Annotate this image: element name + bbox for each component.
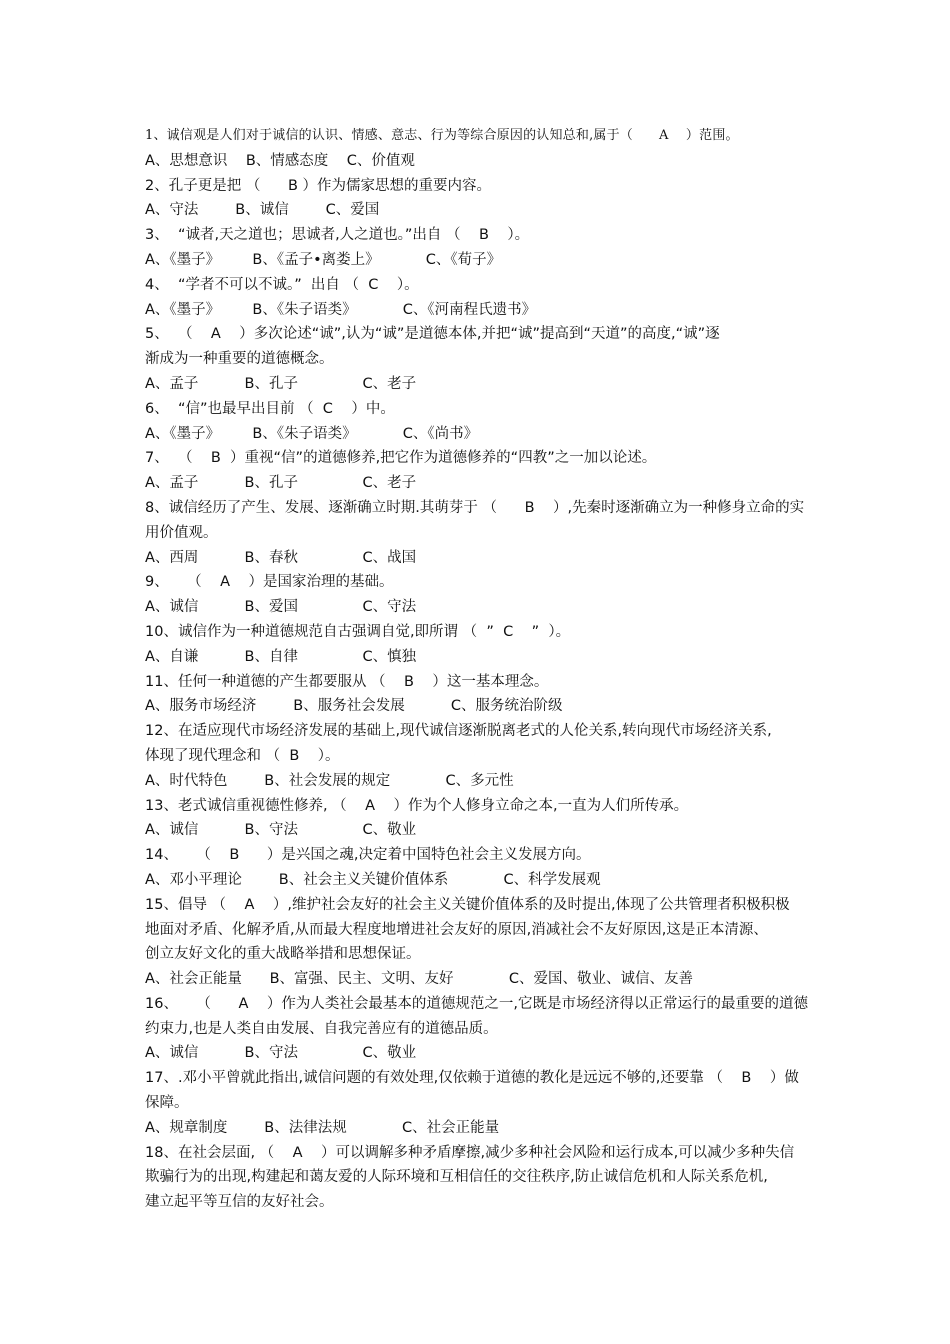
- text-line: 18、在社会层面, （ A ）可以调解多种矛盾摩擦,减少多种社会风险和运行成本,可以减少多种失信: [145, 1144, 795, 1161]
- text-line: 13、老式诚信重视德性修养, （ A ）作为个人修身立命之本,一直为人们所传承。: [145, 797, 689, 814]
- text-line: 地面对矛盾、化解矛盾,从而最大程度地增进社会友好的原因,消减社会不友好原因,这是正本清源、: [145, 921, 768, 938]
- text-line: 6、 “信”也最早出目前 （ C ）中。: [145, 400, 395, 417]
- text-line: 3、 “诚者,天之道也；思诚者,人之道也。”出自 （ B ）。: [145, 227, 530, 244]
- text-line: A、诚信 B、守法 C、敬业: [145, 1045, 417, 1062]
- text-line: 15、倡导 （ A ）,维护社会友好的社会主义关键价值体系的及时提出,体现了公共管理者积极积极: [145, 896, 790, 913]
- text-line: A、社会正能量 B、富强、民主、文明、友好 C、爱国、敬业、诚信、友善: [145, 971, 693, 988]
- text-line: A、《墨子》 B、《朱子语类》 C、《河南程氏遗书》: [145, 301, 537, 318]
- text-line: 17、.邓小平曾就此指出,诚信问题的有效处理,仅依赖于道德的教化是远远不够的,还要靠 （ B ）做: [145, 1070, 799, 1087]
- question-list: [145, 124, 825, 1215]
- text-line: A、《墨子》 B、《孟子•离娄上》 C、《荀子》: [145, 251, 502, 268]
- text-line: 用价值观。: [145, 524, 218, 541]
- text-line: 欺骗行为的出现,构建起和蔼友爱的人际环境和互相信任的交往秩序,防止诚信危机和人际关系危机,: [145, 1169, 768, 1186]
- text-line: 12、在适应现代市场经济发展的基础上,现代诚信逐渐脱离老式的人伦关系,转向现代市场经济关系,: [145, 723, 772, 740]
- text-line: 渐成为一种重要的道德概念。: [145, 351, 334, 368]
- text-line: 7、 （ B ）重视“信”的道德修养,把它作为道德修养的“四教”之一加以论述。: [145, 450, 657, 467]
- text-line: A、时代特色 B、社会发展的规定 C、多元性: [145, 772, 514, 789]
- text-line: 16、 （ A ）作为人类社会最基本的道德规范之一,它既是市场经济得以正常运行的最重要的道德: [145, 995, 809, 1012]
- text-line: 10、诚信作为一种道德规范自古强调自觉,即所谓 （ ” C ” ）。: [145, 623, 571, 640]
- text-line: 4、 “学者不可以不诚。” 出自 （ C ）。: [145, 276, 419, 293]
- text-line: A、服务市场经济 B、服务社会发展 C、服务统治阶级: [145, 698, 563, 715]
- text-line: 体现了现代理念和 （ B ）。: [145, 747, 340, 764]
- text-line: 2、孔子更是把 （ B ）作为儒家思想的重要内容。: [145, 177, 492, 194]
- text-line: A、自谦 B、自律 C、慎独: [145, 648, 417, 665]
- text-line: A、诚信 B、守法 C、敬业: [145, 822, 417, 839]
- text-line: 1、诚信观是人们对于诚信的认识、情感、意志、行为等综合原因的认知总和,属于（ A ）范围。: [145, 128, 739, 143]
- text-line: 约束力,也是人类自由发展、自我完善应有的道德品质。: [145, 1020, 498, 1037]
- text-line: 8、诚信经历了产生、发展、逐渐确立时期.其萌芽于 （ B ）,先秦时逐渐确立为一种修身立命的实: [145, 499, 805, 516]
- text-line: 9、 （ A ）是国家治理的基础。: [145, 574, 394, 591]
- text-line: A、孟子 B、孔子 C、老子: [145, 475, 417, 492]
- text-line: A、思想意识 B、情感态度 C、价值观: [145, 152, 415, 169]
- text-line: 创立友好文化的重大战略举措和思想保证。: [145, 946, 421, 963]
- text-line: 5、 （ A ）多次论述“诚”,认为“诚”是道德本体,并把“诚”提高到“天道”的高度,“诚”逐: [145, 326, 720, 343]
- text-line: A、规章制度 B、法律法规 C、社会正能量: [145, 1119, 500, 1136]
- text-line: A、诚信 B、爱国 C、守法: [145, 599, 417, 616]
- text-line: 14、 （ B ）是兴国之魂,决定着中国特色社会主义发展方向。: [145, 847, 591, 864]
- text-line: A、西周 B、春秋 C、战国: [145, 549, 417, 566]
- text-line: A、孟子 B、孔子 C、老子: [145, 375, 417, 392]
- text-line: A、《墨子》 B、《朱子语类》 C、《尚书》: [145, 425, 479, 442]
- text-line: 建立起平等互信的友好社会。: [145, 1194, 334, 1211]
- text-line: 保障。: [145, 1095, 189, 1112]
- text-line: 11、任何一种道德的产生都要服从 （ B ）这一基本理念。: [145, 673, 549, 690]
- text-line: A、邓小平理论 B、社会主义关键价值体系 C、科学发展观: [145, 871, 601, 888]
- text-line: A、守法 B、诚信 C、爱国: [145, 202, 380, 219]
